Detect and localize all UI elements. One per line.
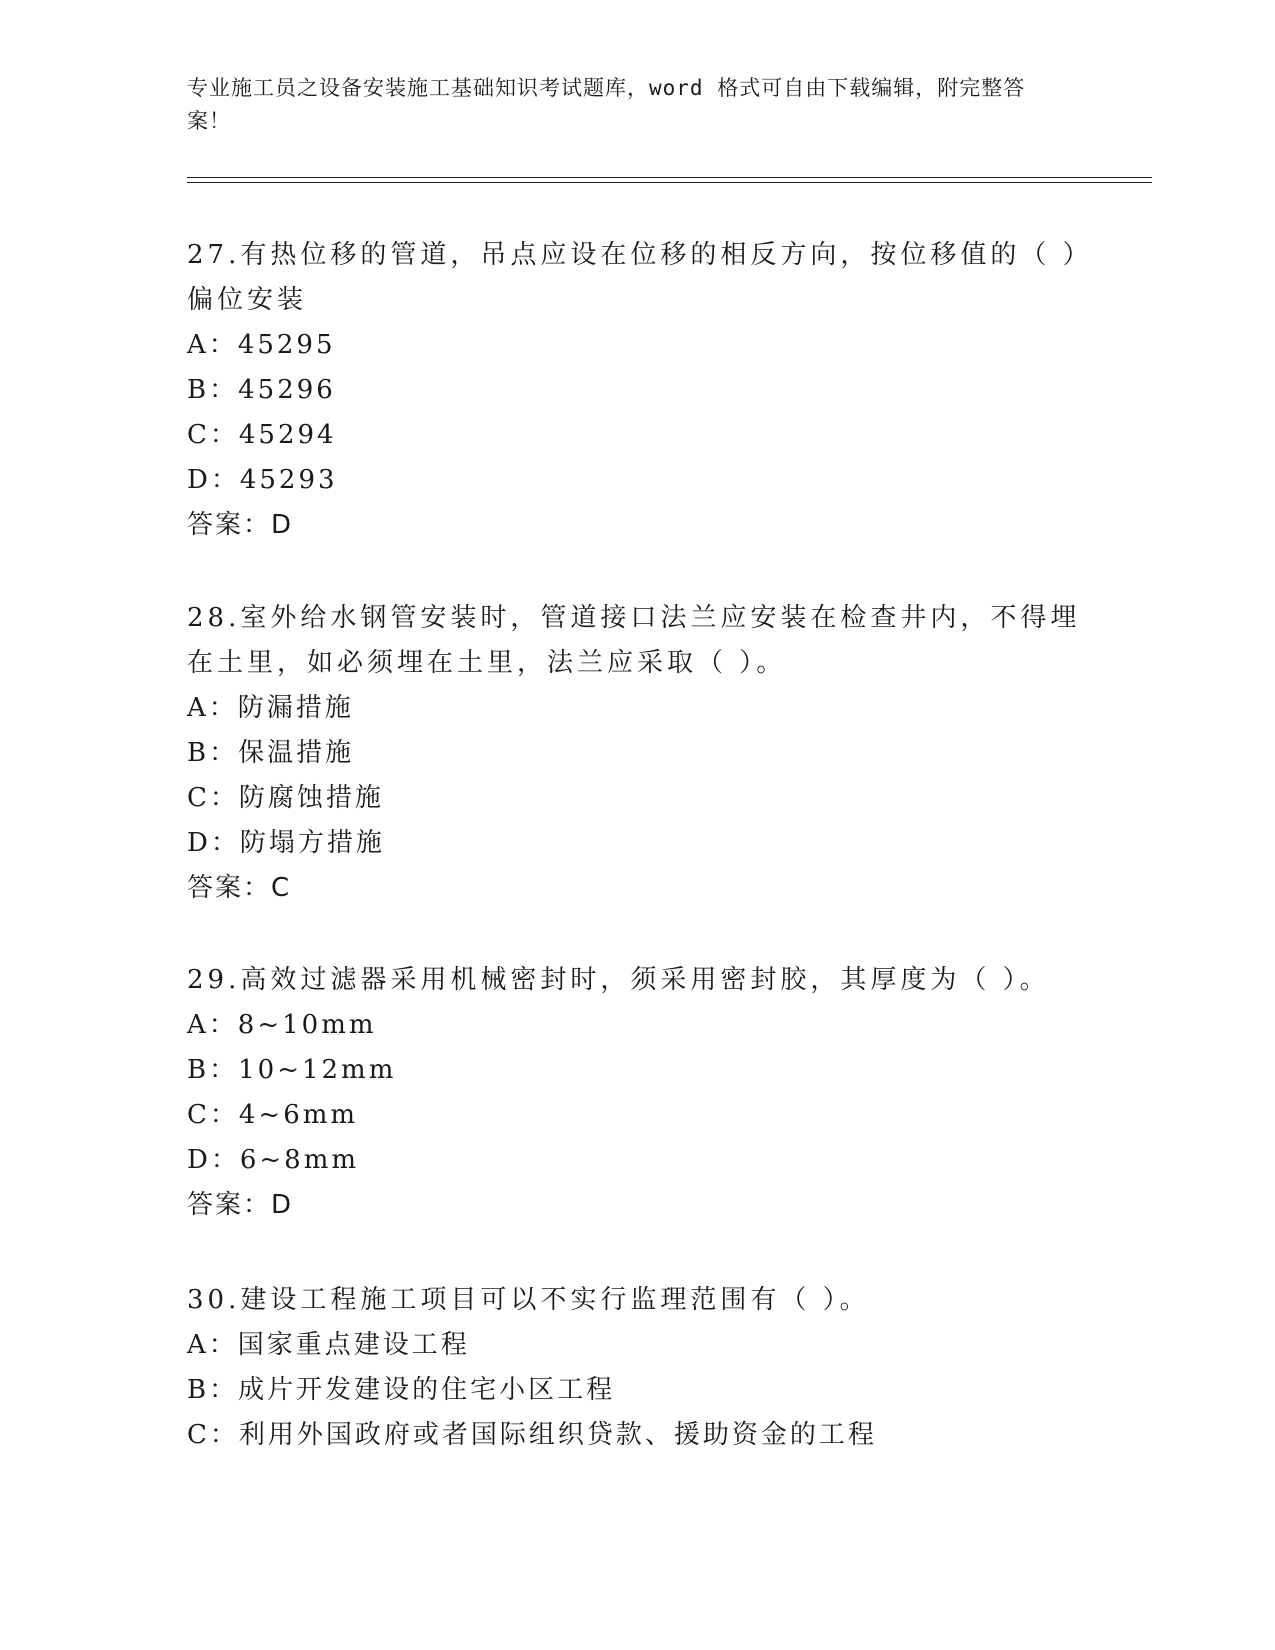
question-27 [187, 233, 1087, 548]
option-a: A：45295 [187, 330, 336, 360]
question-30 [187, 1278, 1087, 1458]
option-d: D：6~8mm [187, 1145, 360, 1175]
answer: 答案：C [187, 873, 292, 903]
answer: 答案：D [187, 510, 294, 540]
option-b: B：10~12mm [187, 1055, 397, 1085]
question-29 [187, 958, 1087, 1228]
option-b: B：45296 [187, 375, 336, 405]
option-c: C：利用外国政府或者国际组织贷款、援助资金的工程 [187, 1420, 877, 1450]
option-c: C：4~6mm [187, 1100, 359, 1130]
header-divider-top [187, 177, 1152, 178]
option-c: C：防腐蚀措施 [187, 783, 384, 813]
option-a: A：防漏措施 [187, 693, 354, 723]
question-stem: 29.高效过滤器采用机械密封时，须采用密封胶，其厚度为（ ）。 [187, 965, 1050, 995]
option-a: A：国家重点建设工程 [187, 1330, 470, 1360]
question-stem: 27.有热位移的管道，吊点应设在位移的相反方向，按位移值的（ ）偏位安装 [187, 240, 1080, 315]
answer: 答案：D [187, 1190, 294, 1220]
option-b: B：保温措施 [187, 738, 355, 768]
question-stem: 30.建设工程施工项目可以不实行监理范围有（ ）。 [187, 1285, 870, 1315]
option-d: D：45293 [187, 465, 338, 495]
option-d: D：防塌方措施 [187, 828, 385, 858]
option-b: B：成片开发建设的住宅小区工程 [187, 1375, 616, 1405]
document-header: 专业施工员之设备安装施工基础知识考试题库，word 格式可自由下载编辑，附完整答案！ [187, 76, 1026, 133]
option-c: C：45294 [187, 420, 337, 450]
question-stem: 28.室外给水钢管安装时，管道接口法兰应安装在检查井内，不得埋在土里，如必须埋在土里，法兰应采取（ ）。 [187, 603, 1081, 678]
question-28 [187, 596, 1087, 911]
header-divider-bottom [187, 182, 1152, 183]
option-a: A：8~10mm [187, 1010, 377, 1040]
